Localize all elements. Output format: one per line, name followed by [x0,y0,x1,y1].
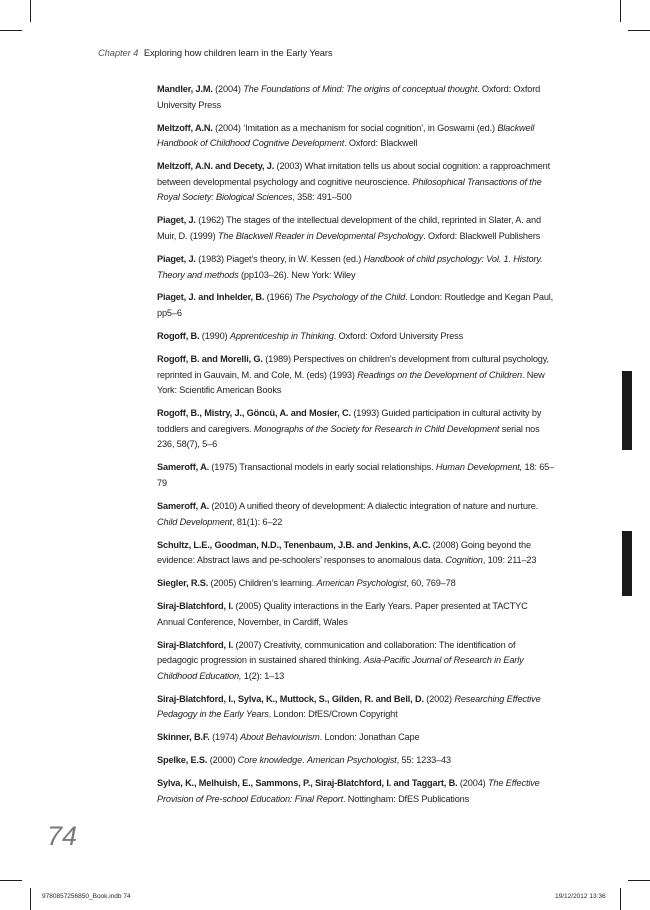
reference-title: About Behaviourism [240,732,320,743]
crop-mark [628,880,650,881]
reference-title: Child Development [157,516,233,527]
reference-title: Cognition [445,555,483,566]
reference-entry [157,499,557,530]
page-number: 74 [47,821,78,851]
reference-author: Sylva, K., Melhuish, E., Sammons, P., Siraj-Blatchford, I. and Taggart, B. [157,778,458,789]
reference-author: Rogoff, B. [157,331,200,342]
reference-text: (1962) The stages of the intellectual development of the child, reprinted in Slater, A. and Muir, D. (1999) [157,215,541,241]
reference-text: (1990) [199,331,230,342]
reference-author: Siegler, R.S. [157,578,209,589]
reference-entry [157,82,557,113]
reference-entry [157,753,557,769]
reference-text: (2008) Going beyond the evidence: Abstract laws and pe-schoolers’ responses to anomalous data. [157,539,531,566]
reference-title: Blackwell Handbook of Childhood Cognitive Development [157,122,535,149]
reference-title: The Psychology of the Child [294,292,406,303]
reference-entry [157,121,557,152]
chapter-title: Exploring how children learn in the Early Years [143,47,333,58]
reference-text: . London: Routledge and Kegan Paul, pp5–6 [157,292,554,319]
reference-text: 358: 491–500 [294,192,352,203]
reference-author: Siraj-Blatchford, I. [157,639,234,650]
reference-title: Apprenticeship in Thinking [229,331,334,342]
reference-author: Meltzoff, A.N. [157,122,213,133]
reference-author: Siraj-Blatchford, I., Sylva, K., Muttock, S., Gilden, R. and Bell, D. [157,693,424,704]
reference-title: The Foundations of Mind: The origins of conceptual thought [243,84,478,94]
reference-entry [157,290,557,321]
reference-author: Skinner, B.F. [157,732,210,743]
crop-mark [628,30,650,31]
reference-text: (2005) Children’s learning. [208,578,317,589]
reference-text: 18: 65–79 [157,462,555,488]
reference-entry [157,460,557,491]
reference-text: . Oxford: Blackwell [344,138,418,149]
reference-entry [157,329,557,345]
reference-author: Piaget, J. [157,253,196,264]
reference-entry [157,159,557,206]
crop-mark [620,888,621,910]
reference-text: 1(2): 1–13 [241,670,285,681]
reference-entry [157,406,557,453]
slug-timestamp: 19/12/2012 13:36 [555,893,606,900]
reference-text: (1966) [264,292,295,303]
slug-file: 9780857256850_Book.indb 74 [42,893,131,900]
reference-text: , 81(1): 6–22 [232,516,283,527]
reference-title: Readings on the Development of Children [357,369,522,380]
reference-author: Rogoff, B., Mistry, J., Göncü, A. and Mosier, C. [157,408,351,419]
reference-text: (2004) [457,778,488,789]
thumb-tab [622,371,632,450]
reference-author: Siraj-Blatchford, I. [157,601,234,612]
reference-entry [157,538,557,569]
reference-title: Handbook of child psychology: Vol. 1. History. Theory and methods [157,253,543,280]
reference-title: Asia-Pacific Journal of Research in Early Childhood Education, [157,655,524,681]
reference-text: (2007) Creativity, communication and collaboration: The identification of pedagogic progression in sustained shared thinking. [157,639,516,666]
crop-mark [30,888,31,910]
reference-entry [157,576,557,592]
reference-entry [157,638,557,685]
reference-text: . London: DfES/Crown Copyright [268,709,398,720]
reference-title: Monographs of the Society for Research in Child Development [253,423,500,434]
reference-author: Rogoff, B. and Morelli, G. [157,354,263,365]
reference-list [157,82,557,815]
reference-text: (2010) A unified theory of development: A dialectic integration of nature and nurture. [208,500,539,511]
reference-entry [157,252,557,283]
reference-author: Sameroff, A. [157,462,209,473]
reference-text: (1974) [209,732,241,743]
reference-title: Philosophical Transactions of the Royal Society: Biological Sciences, [157,176,542,203]
reference-title: Core knowledge [237,755,303,766]
reference-author: Spelke, E.S. [157,755,208,766]
reference-title: American Psychologist [306,755,397,766]
reference-text: . [302,755,307,766]
thumb-tab [622,531,632,596]
reference-text: , 55: 1233–43 [396,755,451,766]
reference-entry [157,730,557,746]
crop-mark [0,880,22,881]
reference-title: The Blackwell Reader in Developmental Psychology [217,230,424,241]
reference-title: The Effective Provision of Pre-school Education: Final Report [157,778,540,804]
reference-text: (1983) Piaget’s theory, in W. Kessen (ed.) [195,253,364,264]
reference-text: (1975) Transactional models in early social relationships. [208,462,436,473]
reference-title: Researching Effective Pedagogy in the Early Years [157,693,541,720]
reference-text: (1989) Perspectives on children’s development from cultural psychology, reprinted in Gauvain, M. and Cole, M. (eds) (1993) [157,354,549,380]
reference-author: Mandler, J.M. [157,84,213,94]
crop-mark [30,0,31,22]
reference-text: . Oxford: Oxford University Press [333,331,464,342]
reference-text: (2004) [212,84,244,94]
reference-entry [157,352,557,399]
reference-text: . Oxford: Oxford University Press [157,84,541,110]
reference-text: (2002) [423,693,455,704]
crop-mark [620,0,621,22]
reference-title: American Psychologist [316,578,407,589]
reference-author: Meltzoff, A.N. and Decety, J. [157,161,275,172]
reference-text: (pp103–26). New York: Wiley [238,269,356,280]
reference-text: serial nos 236, 58(7), 5–6 [157,423,540,450]
reference-text: , 109: 211–23 [482,555,537,566]
reference-title: Human Development, [435,462,523,473]
chapter-number: 4 [133,47,139,58]
reference-text: . New York: Scientific American Books [157,369,545,396]
reference-text: (2004) ‘Imitation as a mechanism for social cognition’, in Goswami (ed.) [212,122,498,133]
running-header [98,47,332,58]
reference-entry [157,776,557,807]
reference-text: . Nottingham: DfES Publications [342,794,470,804]
chapter-label: Chapter [98,47,131,58]
reference-entry [157,692,557,723]
reference-text: (2005) Quality interactions in the Early Years. Paper presented at TACTYC Annual Conference, November, in Cardiff, Wales [157,601,528,627]
reference-text: . London: Jonathan Cape [319,732,420,743]
reference-entry [157,599,557,630]
reference-text: . Oxford: Blackwell Publishers [423,230,541,241]
reference-text: , 60, 769–78 [406,578,456,589]
reference-author: Schultz, L.E., Goodman, N.D., Tenenbaum, J.B. and Jenkins, A.C. [157,539,431,550]
reference-text: (2000) [207,755,238,766]
reference-author: Piaget, J. [157,215,196,226]
crop-mark [0,30,22,31]
reference-entry [157,213,557,244]
reference-text: (1993) Guided participation in cultural activity by toddlers and caregivers. [157,408,542,434]
reference-author: Sameroff, A. [157,500,209,511]
reference-author: Piaget, J. and Inhelder, B. [157,292,265,303]
reference-text: (2003) What imitation tells us about social cognition: a rapproachment between developmental psychology and cognitive neuroscience. [157,161,551,187]
